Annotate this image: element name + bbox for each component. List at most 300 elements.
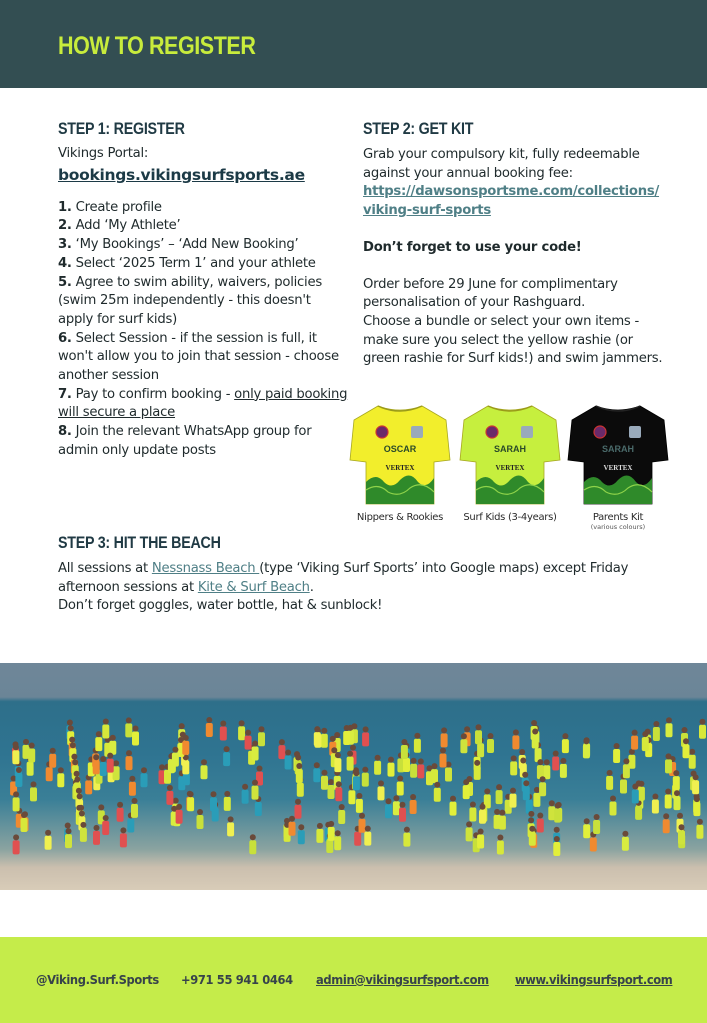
person-shirt [683,744,690,758]
person-head [537,759,543,765]
person-head [450,796,456,802]
footer-contact-bar [0,937,707,1023]
person-head [211,791,217,797]
person-head [356,793,362,799]
person-shirt [220,727,227,741]
order-note: Order before 29 June for complimentary personalisation of your Rashguard. [363,276,618,311]
shirt-icon [458,400,562,508]
person-shirt [201,765,208,779]
person-shirt [65,834,72,848]
person-head [117,802,123,808]
person-head [71,754,77,760]
person-head [528,811,534,817]
code-note: Don’t forget to use your code! [363,239,582,255]
person-shirt [210,797,217,811]
person-head [126,717,132,723]
person-head [21,812,27,818]
person-shirt [362,773,369,787]
person-shirt [434,788,441,802]
person-shirt [560,764,567,778]
list-item: 3. ‘My Bookings’ – ‘Add New Booking’ [58,237,299,253]
kite-surf-beach-link[interactable]: Kite & Surf Beach [197,579,310,595]
person-head [623,758,629,764]
shirt-name: OSCAR [383,444,417,454]
person-head [69,737,75,743]
person-head [285,750,291,756]
person-head [353,770,359,776]
person-shirt [242,790,249,804]
person-head [549,800,555,806]
person-shirt [631,736,638,750]
person-head [103,719,109,725]
person-shirt [417,764,424,778]
person-shirt [385,804,392,818]
person-shirt [197,815,204,829]
person-head [365,826,371,832]
person-head [50,748,56,754]
person-shirt [13,840,20,854]
person-shirt [674,796,681,810]
person-head [29,743,35,749]
person-head [259,726,265,732]
person-head [188,791,194,797]
person-head [584,818,590,824]
person-head [411,758,417,764]
person-shirt [689,755,696,769]
person-head [632,730,638,736]
person-shirt [296,769,303,783]
person-head [401,739,407,745]
packing-reminder: Don’t forget goggles, water bottle, hat & sunblock! [58,598,383,614]
person-head [68,725,74,731]
person-head [76,788,82,794]
person-shirt [474,766,481,780]
person-head [694,796,700,802]
person-shirt [206,723,213,737]
person-head [528,817,534,823]
person-head [220,721,226,727]
person-head [529,826,535,832]
person-shirt [334,758,341,772]
crowd-illustration [0,663,707,890]
person-shirt [93,760,100,774]
person-head [23,739,29,745]
shirt-sponsor: VERTEX [495,464,525,472]
person-shirt [469,808,476,822]
person-head [245,730,251,736]
person-head [141,767,147,773]
person-head [629,749,635,755]
person-head [328,821,334,827]
person-head [252,741,258,747]
person-shirt [403,758,410,772]
person-shirt [552,757,559,771]
person-shirt [475,730,482,744]
person-head [560,758,566,764]
person-head [314,726,320,732]
kit-surf-kids [455,400,565,523]
person-head [461,733,467,739]
person-shirt [102,725,109,739]
person-shirt [529,832,536,846]
person-head [103,815,109,821]
person-shirt [49,754,56,768]
person-shirt [414,739,421,753]
person-shirt [353,776,360,790]
person-head [66,828,72,834]
person-shirt [431,769,438,783]
person-shirt [107,759,114,773]
person-head [478,829,484,835]
person-head [173,798,179,804]
person-shirt [182,741,189,755]
person-shirt [326,839,333,853]
person-head [330,736,336,742]
person-head [555,803,561,809]
person-head [347,751,353,757]
list-item: 5. Agree to swim ability, waivers, policies (swim 25m independently - this doesn't apply for surf kids) [58,274,322,327]
person-head [339,804,345,810]
person-head [13,791,19,797]
person-head [534,787,540,793]
list-item: 7. Pay to confirm booking - only paid booking will secure a place [58,386,348,421]
person-shirt [393,801,400,815]
person-head [295,799,301,805]
person-head [523,780,529,786]
step2-section [363,146,663,369]
shirt-icon [348,400,452,508]
person-head [378,780,384,786]
kit-intro: Grab your compulsory kit, fully redeemable against your annual booking fee: [363,147,640,181]
shirt-name: SARAH [601,444,635,454]
person-shirt [620,780,627,794]
person-shirt [348,790,355,804]
person-head [279,739,285,745]
person-shirt [12,750,19,764]
person-head [201,759,207,765]
person-head [206,717,212,723]
person-head [513,729,519,735]
person-head [242,784,248,790]
person-shirt [583,744,590,758]
nessnass-beach-link[interactable]: Nessnass Beach [151,561,260,576]
step1-section [58,145,348,461]
person-shirt [539,782,546,796]
person-shirt [450,802,457,816]
person-head [393,795,399,801]
person-shirt [227,822,234,836]
person-head [562,733,568,739]
person-head [159,764,165,770]
person-shirt [238,726,245,740]
person-shirt [410,764,417,778]
person-head [298,824,304,830]
person-shirt [223,752,230,766]
person-shirt [45,836,52,850]
person-shirt [252,747,259,761]
club-badge [594,426,606,438]
person-shirt [653,727,660,741]
person-head [375,755,381,761]
person-head [96,731,102,737]
person-head [363,726,369,732]
shirt-sponsor: VERTEX [603,464,633,472]
person-head [289,816,295,822]
person-shirt [289,822,296,836]
person-shirt [46,767,53,781]
person-head [414,733,420,739]
person-head [638,781,644,787]
person-shirt [666,723,673,737]
club-badge [376,426,388,438]
person-shirt [278,745,285,759]
person-head [665,789,671,795]
person-head [183,735,189,741]
person-shirt [401,745,408,759]
person-head [537,813,543,819]
person-head [683,738,689,744]
list-item: 1. Create profile [58,199,162,215]
person-head [682,727,688,733]
bundle-note: Choose a bundle or select your own items - make sure you select the yellow rashie (or green rashie for Surf kids!) and swim jammers. [363,313,663,367]
person-head [496,784,502,790]
person-shirt [109,741,116,755]
person-head [67,720,73,726]
person-head [133,726,139,732]
person-shirt [692,780,699,794]
list-item: 4. Select ‘2025 Term 1’ and your athlete [58,255,316,271]
person-head [179,723,185,729]
person-shirt [117,808,124,822]
person-head [250,834,256,840]
person-head [614,743,620,749]
portal-link[interactable]: bookings.vikingsurfsports.ae [58,165,305,184]
person-shirt [85,780,92,794]
person-head [476,724,482,730]
person-head [432,763,438,769]
kit-label: Parents Kit [592,512,644,523]
person-shirt [255,802,262,816]
person-head [434,782,440,788]
person-shirt [100,762,107,776]
person-shirt [15,773,22,787]
person-head [252,780,258,786]
person-shirt [632,790,639,804]
person-shirt [338,810,345,824]
person-shirt [334,836,341,850]
step3-heading: STEP 3: HIT THE BEACH [58,533,221,552]
shirt-icon [566,400,670,508]
person-shirt [13,797,20,811]
email-link[interactable]: admin@vikingsurfsport.com [316,972,489,987]
person-shirt [510,761,517,775]
person-shirt [610,802,617,816]
shirt-name: SARAH [493,444,527,454]
person-head [410,794,416,800]
person-head [336,781,342,787]
person-head [129,776,135,782]
viking-logo [521,426,533,438]
person-shirt [27,762,34,776]
person-head [388,757,394,763]
person-head [594,814,600,820]
person-shirt [523,786,530,800]
person-shirt [347,757,354,771]
person-head [673,770,679,776]
person-head [511,755,517,761]
person-shirt [652,800,659,814]
person-head [16,767,22,773]
person-shirt [440,754,447,768]
person-shirt [497,841,504,855]
person-shirt [132,732,139,746]
person-shirt [487,739,494,753]
person-shirt [131,804,138,818]
person-shirt [397,782,404,796]
person-head [499,810,505,816]
person-shirt [328,785,335,799]
kit-store-link[interactable]: https://dawsonsportsme.com/collections/ viking-surf-sports [363,184,660,219]
person-head [321,728,327,734]
person-head [93,754,99,760]
person-head [107,753,113,759]
person-head [13,834,19,840]
person-shirt [354,832,361,846]
person-head [663,813,669,819]
list-item: 6. Select Session - if the session is full, it won't allow you to join that session - choose another session [58,330,339,384]
person-head [510,788,516,794]
person-head [31,781,37,787]
person-head [544,759,550,765]
person-shirt [297,783,304,797]
person-head [257,766,263,772]
person-shirt [335,787,342,801]
person-head [404,827,410,833]
person-head [532,729,538,735]
person-shirt [699,725,706,739]
person-head [693,774,699,780]
person-head [463,779,469,785]
person-head [335,830,341,836]
person-head [610,796,616,802]
person-shirt [252,786,259,800]
person-head [72,759,78,765]
person-head [78,805,84,811]
person-head [666,717,672,723]
person-head [679,824,685,830]
website-link[interactable]: www.vikingsurfsport.com [515,972,673,987]
person-head [554,836,560,842]
person-shirt [583,824,590,838]
person-head [607,770,613,776]
portal-label: Vikings Portal: [58,146,149,161]
person-shirt [496,790,503,804]
person-shirt [477,835,484,849]
person-shirt [285,756,292,770]
person-head [653,721,659,727]
person-shirt [30,787,37,801]
person-head [359,813,365,819]
person-shirt [321,776,328,790]
person-head [418,758,424,764]
person-head [322,770,328,776]
person-head [80,822,86,828]
person-head [79,811,85,817]
person-shirt [249,840,256,854]
person-head [441,727,447,733]
person-head [172,747,178,753]
person-head [362,767,368,773]
person-head [197,809,203,815]
person-shirt [356,799,363,813]
kit-parents [563,400,673,531]
person-shirt [258,732,265,746]
person-head [488,733,494,739]
person-head [314,762,320,768]
club-badge [486,426,498,438]
person-head [674,790,680,796]
person-head [45,830,51,836]
person-head [239,720,245,726]
person-head [335,752,341,758]
person-head [474,760,480,766]
person-shirt [638,787,645,801]
person-shirt [622,837,629,851]
person-shirt [403,833,410,847]
person-shirt [499,816,506,830]
person-shirt [126,756,133,770]
person-head [100,756,106,762]
person-head [295,755,301,761]
person-shirt [696,825,703,839]
person-head [583,738,589,744]
person-shirt [93,831,100,845]
person-shirt [479,810,486,824]
person-shirt [445,768,452,782]
person-shirt [129,782,136,796]
person-head [110,735,116,741]
person-shirt [21,818,28,832]
person-head [296,763,302,769]
person-head [176,804,182,810]
social-handle: @Viking.Surf.Sports [36,972,159,987]
person-head [224,746,230,752]
person-shirt [532,735,539,749]
person-head [464,726,470,732]
person-head [70,742,76,748]
person-head [120,827,126,833]
person-shirt [182,760,189,774]
person-head [540,776,546,782]
person-head [466,821,472,827]
person-shirt [314,732,321,746]
person-head [77,793,83,799]
person-shirt [127,819,134,833]
person-head [484,788,490,794]
person-shirt [295,805,302,819]
person-shirt [378,786,385,800]
person-head [113,760,119,766]
kit-sublabel: (various colours) [590,523,646,531]
person-shirt [635,806,642,820]
person-shirt [102,821,109,835]
person-shirt [359,819,366,833]
person-head [397,776,403,782]
person-head [350,745,356,751]
person-head [386,798,392,804]
person-head [58,767,64,773]
person-shirt [678,830,685,844]
